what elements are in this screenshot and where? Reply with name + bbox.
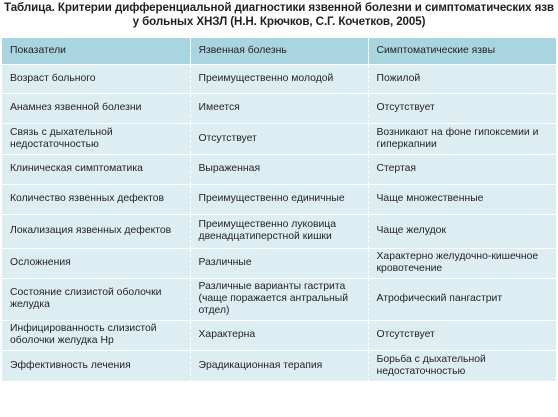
table-cell-indicator: Инфицированность слизистой оболочки желудка Hp bbox=[2, 320, 190, 350]
table-cell-peptic-ulcer: Преимущественно луковица двенадцатиперстной кишки bbox=[190, 214, 368, 248]
table-cell-indicator: Количество язвенных дефектов bbox=[2, 184, 190, 214]
table-cell-peptic-ulcer: Преимущественно молодой bbox=[190, 64, 368, 93]
table-cell-peptic-ulcer: Различные варианты гастрита (чаще поражается антральный отдел) bbox=[190, 278, 368, 320]
table-cell-symptomatic-ulcer: Возникают на фоне гипоксемии и гиперкапнии bbox=[368, 123, 556, 154]
column-header-peptic-ulcer: Язвенная болезнь bbox=[190, 38, 368, 64]
table-cell-peptic-ulcer: Эрадикационная терапия bbox=[190, 350, 368, 381]
table-cell-symptomatic-ulcer: Борьба с дыхательной недостаточностью bbox=[368, 350, 556, 381]
table-header-row bbox=[2, 38, 556, 64]
table-cell-peptic-ulcer: Имеется bbox=[190, 93, 368, 123]
table-caption-line-1: Таблица. Критерии дифференциальной диагностики язвенной болезни и симптоматических язв bbox=[4, 1, 554, 14]
table-row bbox=[2, 184, 556, 214]
table-cell-symptomatic-ulcer: Отсутствует bbox=[368, 93, 556, 123]
table-caption bbox=[2, 1, 556, 35]
table-cell-indicator: Эффективность лечения bbox=[2, 350, 190, 381]
table-cell-symptomatic-ulcer: Атрофический пангастрит bbox=[368, 278, 556, 320]
table-cell-indicator: Осложнения bbox=[2, 248, 190, 278]
table-cell-indicator: Клиническая симптоматика bbox=[2, 154, 190, 184]
column-header-indicators: Показатели bbox=[2, 38, 190, 64]
table-cell-symptomatic-ulcer: Стертая bbox=[368, 154, 556, 184]
table-row bbox=[2, 214, 556, 248]
table-cell-peptic-ulcer: Выраженная bbox=[190, 154, 368, 184]
table-cell-symptomatic-ulcer: Отсутствует bbox=[368, 320, 556, 350]
table-cell-indicator: Локализация язвенных дефектов bbox=[2, 214, 190, 248]
table-row bbox=[2, 350, 556, 381]
table-cell-indicator: Связь с дыхательной недостаточностью bbox=[2, 123, 190, 154]
table-row bbox=[2, 64, 556, 93]
table-cell-peptic-ulcer: Отсутствует bbox=[190, 123, 368, 154]
column-header-symptomatic-ulcers: Симптоматические язвы bbox=[368, 38, 556, 64]
table-caption-line-2: у больных ХНЗЛ (Н.Н. Крючков, С.Г. Кочетков, 2005) bbox=[132, 15, 426, 28]
table-row bbox=[2, 320, 556, 350]
table-row bbox=[2, 93, 556, 123]
table-cell-peptic-ulcer: Преимущественно единичные bbox=[190, 184, 368, 214]
table-cell-indicator: Возраст больного bbox=[2, 64, 190, 93]
table-cell-symptomatic-ulcer: Пожилой bbox=[368, 64, 556, 93]
table-cell-indicator: Состояние слизистой оболочки желудка bbox=[2, 278, 190, 320]
table-cell-peptic-ulcer: Различные bbox=[190, 248, 368, 278]
table-row bbox=[2, 248, 556, 278]
criteria-table bbox=[2, 38, 556, 382]
table-row bbox=[2, 123, 556, 154]
table-cell-indicator: Анамнез язвенной болезни bbox=[2, 93, 190, 123]
table-row bbox=[2, 278, 556, 320]
table-row bbox=[2, 154, 556, 184]
table-cell-peptic-ulcer: Характерна bbox=[190, 320, 368, 350]
table-cell-symptomatic-ulcer: Чаще множественные bbox=[368, 184, 556, 214]
table-cell-symptomatic-ulcer: Характерно желудочно-кишечное кровотечение bbox=[368, 248, 556, 278]
table-cell-symptomatic-ulcer: Чаще желудок bbox=[368, 214, 556, 248]
